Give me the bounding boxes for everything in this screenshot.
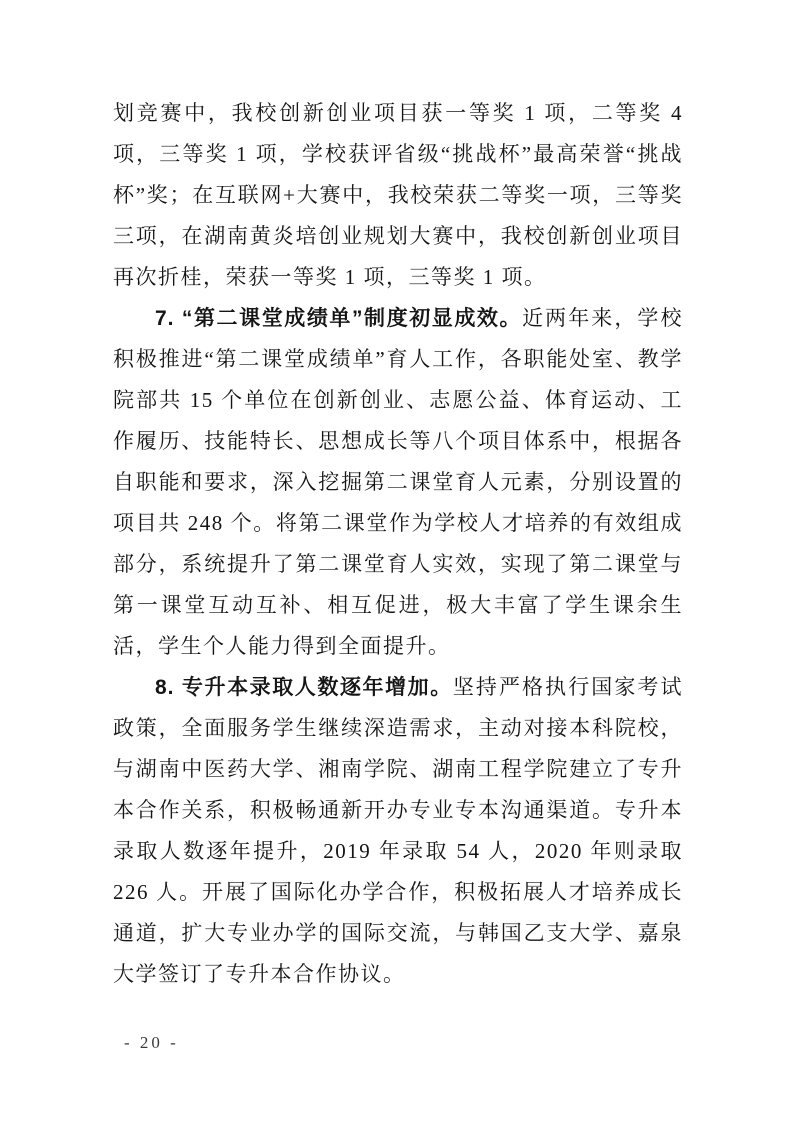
paragraph-7 (113, 298, 683, 667)
page-body (113, 93, 683, 995)
paragraph-continuation-text: 划竞赛中，我校创新创业项目获一等奖 1 项，二等奖 4 项，三等奖 1 项，学校获评省级“挑战杯”最高荣誉“挑战杯”奖；在互联网+大赛中，我校荣获二等奖一项，三等奖三项，在湖南黄炎培创业规划大赛中，我校创新创业项目再次折桂，荣获一等奖 1 项，三等奖 1 项。 (113, 101, 683, 289)
paragraph-continuation (113, 93, 683, 298)
page-footer (124, 1033, 179, 1053)
paragraph-7-heading: 7. “第二课堂成绩单”制度初显成效。 (155, 307, 523, 330)
page-number: - 20 - (124, 1033, 179, 1052)
paragraph-7-body: 近两年来，学校积极推进“第二课堂成绩单”育人工作，各职能处室、教学院部共 15 个单位在创新创业、志愿公益、体育运动、工作履历、技能特长、思想成长等八个项目体系中，根据各自职能和要求，深入挖掘第二课堂育人元素，分别设置的项目共 248 个。将第二课堂作为学校人才培养的有效组成部分，系统提升了第二课堂育人实效，实现了第二课堂与第一课堂互动互补、相互促进，极大丰富了学生课余生活，学生个人能力得到全面提升。 (113, 306, 683, 658)
paragraph-8 (113, 667, 683, 995)
paragraph-8-body: 坚持严格执行国家考试政策，全面服务学生继续深造需求，主动对接本科院校，与湖南中医药大学、湘南学院、湖南工程学院建立了专升本合作关系，积极畅通新开办专业专本沟通渠道。专升本录取人数逐年提升，2019 年录取 54 人，2020 年则录取 226 人。开展了国际化办学合作，积极拓展人才培养成长通道，扩大专业办学的国际交流，与韩国乙支大学、嘉泉大学签订了专升本合作协议。 (113, 675, 683, 986)
paragraph-8-heading: 8. 专升本录取人数逐年增加。 (155, 676, 453, 699)
